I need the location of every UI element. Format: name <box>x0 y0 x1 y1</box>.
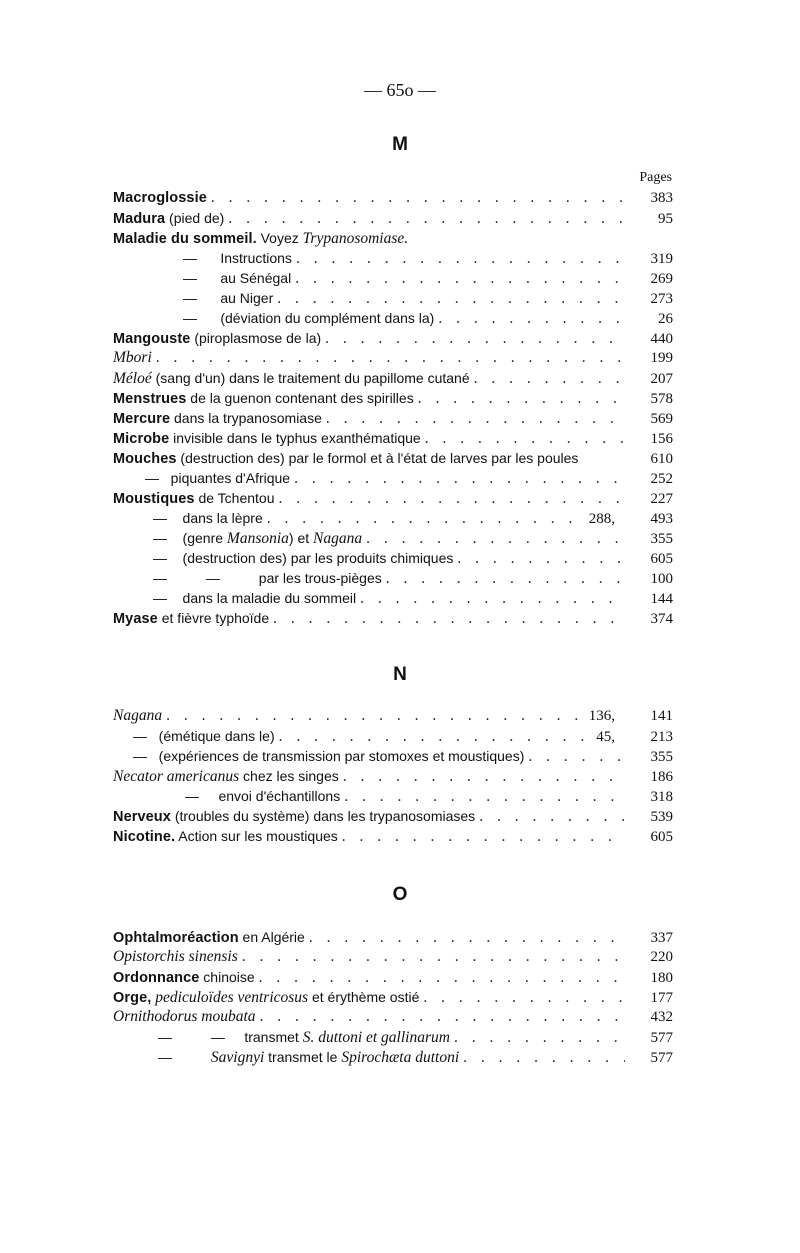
entry-page-number: 26 <box>658 311 673 327</box>
entry-page-number: 605 <box>650 551 673 567</box>
leader-dots <box>325 329 625 349</box>
entry-term <box>113 468 290 489</box>
entry-term-part: (destruction des) par le formol et à l'état de larves par les poules <box>176 450 579 466</box>
index-entry <box>113 786 673 806</box>
leader-dots <box>474 369 625 389</box>
leader-dots <box>418 389 625 409</box>
entry-page-number: 337 <box>650 930 673 946</box>
entry-term-part: dans la lèpre <box>167 510 263 526</box>
index-entry <box>113 268 673 288</box>
section-letter-m: M <box>392 134 408 155</box>
leader-dots <box>277 289 625 309</box>
entry-term <box>113 188 207 208</box>
entry-term <box>113 588 356 609</box>
index-entry <box>113 428 673 448</box>
entry-page-number: 95 <box>658 211 673 227</box>
entry-term-part: Madura <box>113 211 166 227</box>
entry-page-number: 355 <box>650 749 673 765</box>
index-entry <box>113 308 673 328</box>
entry-page-number: 610 <box>650 451 673 467</box>
entry-term-part: chinoise <box>199 969 255 985</box>
entry-term-part: — par les trous-pièges <box>167 570 382 586</box>
entry-term-part: — <box>153 590 167 606</box>
entry-term-part: Mbori <box>113 349 152 366</box>
entry-term-part: invisible dans le typhus exanthématique <box>169 430 421 446</box>
entry-term <box>113 726 275 747</box>
entry-term-part: Instructions <box>197 250 292 266</box>
index-entry <box>113 188 673 208</box>
entry-term <box>113 987 419 1008</box>
entry-term-part: Opistorchis sinensis <box>113 948 238 965</box>
entry-term <box>113 448 578 469</box>
index-entry <box>113 826 673 846</box>
entry-term <box>113 806 475 827</box>
entry-term-part: Microbe <box>113 431 170 447</box>
entry-term <box>113 706 162 726</box>
entry-term <box>113 428 421 449</box>
entry-term-part: piquantes d'Afrique <box>159 470 291 486</box>
index-entry <box>113 947 673 967</box>
entry-page-number: 220 <box>650 949 673 965</box>
entry-term-part: Necator americanus <box>113 768 240 785</box>
leader-dots <box>342 827 625 847</box>
leader-dots <box>228 209 625 229</box>
entry-term-part: Menstrues <box>113 391 187 407</box>
index-entry <box>113 368 673 388</box>
entry-term <box>113 766 339 787</box>
entry-term <box>113 1047 459 1068</box>
entry-term <box>113 548 453 569</box>
entry-page-number: 199 <box>650 350 673 366</box>
entry-term <box>113 348 152 368</box>
entry-term <box>113 608 269 629</box>
entry-term-part: Myase <box>113 611 158 627</box>
entry-term-part: (troubles du système) dans les trypanosomiases <box>170 808 476 824</box>
entry-term-part: Trypanosomiase. <box>302 230 409 247</box>
index-entry <box>113 388 673 408</box>
leader-dots <box>309 928 625 948</box>
leader-dots <box>273 609 625 629</box>
leader-dots <box>166 706 585 726</box>
pages-column-header: Pages <box>639 170 672 185</box>
entry-term-part: Mercure <box>113 411 171 427</box>
entry-term-part: — transmet <box>172 1029 303 1045</box>
index-entry <box>113 208 673 228</box>
leader-dots <box>242 947 625 967</box>
index-entry <box>113 1027 673 1047</box>
entry-page-number: 319 <box>650 251 673 267</box>
entry-page-number: 252 <box>650 471 673 487</box>
entry-term-part: (sang d'un) dans le traitement du papillome cutané <box>151 370 470 386</box>
entry-term-part: Nerveux <box>113 809 171 825</box>
entry-term <box>113 228 408 249</box>
leader-dots <box>267 509 585 529</box>
entry-term <box>113 967 255 988</box>
entry-term-part: — <box>183 290 197 306</box>
entry-term-part: en Algérie <box>238 929 305 945</box>
entry-extra-page: 45, <box>596 729 615 745</box>
leader-dots <box>156 348 625 368</box>
entry-term-part: et fièvre typhoïde <box>157 610 270 626</box>
entry-term <box>113 508 263 529</box>
entry-extra-page: 288, <box>588 511 615 527</box>
entry-page-number: 383 <box>650 190 673 206</box>
entry-term <box>113 528 362 549</box>
leader-dots <box>295 269 625 289</box>
entry-term <box>113 248 292 269</box>
entry-page-number: 180 <box>650 970 673 986</box>
leader-dots <box>425 429 625 449</box>
entry-term-part: — <box>183 270 197 286</box>
index-entry <box>113 967 673 987</box>
leader-dots <box>360 589 625 609</box>
index-entry <box>113 528 673 548</box>
entry-term-part: et érythème ostié <box>308 989 420 1005</box>
leader-dots <box>326 409 625 429</box>
entry-term-part: (piroplasmose de la) <box>190 330 322 346</box>
entry-term <box>113 408 322 429</box>
entry-page-number: 141 <box>650 708 673 724</box>
entry-page-number: 577 <box>650 1030 673 1046</box>
entry-term-part: Spirochæta duttoni <box>341 1049 460 1066</box>
entry-term <box>113 1007 256 1027</box>
entry-term-part: (destruction des) par les produits chimiques <box>167 550 454 566</box>
entry-term <box>113 826 338 847</box>
entry-page-number: 432 <box>650 1009 673 1025</box>
index-entry <box>113 548 673 568</box>
leader-dots <box>463 1048 625 1068</box>
entry-term-part: Ophtalmoréaction <box>113 930 239 946</box>
entry-page-number: 318 <box>650 789 673 805</box>
index-section-n <box>113 706 673 846</box>
index-entry <box>113 588 673 608</box>
entry-term <box>113 388 414 409</box>
section-letter-n: N <box>393 664 407 685</box>
entry-page-number: 207 <box>650 371 673 387</box>
leader-dots <box>528 747 625 767</box>
entry-term-part: S. duttoni et gallinarum <box>302 1029 450 1046</box>
index-entry <box>113 927 673 947</box>
index-entry <box>113 806 673 826</box>
leader-dots <box>294 469 625 489</box>
entry-page-number: 269 <box>650 271 673 287</box>
entry-term-part: dans la maladie du sommeil <box>167 590 357 606</box>
entry-term-part: au Sénégal <box>197 270 292 286</box>
entry-term-part: Mansonia <box>226 530 289 547</box>
leader-dots <box>278 489 625 509</box>
leader-dots <box>366 529 625 549</box>
index-entry <box>113 408 673 428</box>
entry-term <box>113 786 340 807</box>
entry-term-part: dans la trypanosomiase <box>170 410 322 426</box>
entry-term-part: ) et <box>288 530 314 546</box>
entry-page-number: 273 <box>650 291 673 307</box>
leader-dots <box>457 549 625 569</box>
index-entry <box>113 987 673 1007</box>
index-entry <box>113 1047 673 1067</box>
entry-term <box>113 208 224 229</box>
entry-page-number: 539 <box>650 809 673 825</box>
entry-term <box>113 568 382 589</box>
entry-term <box>113 947 238 967</box>
entry-term-part: — <box>153 510 167 526</box>
entry-term-part: Savignyi <box>210 1049 265 1066</box>
entry-term-part: chez les singes <box>239 768 339 784</box>
entry-term-part: Mouches <box>113 451 177 467</box>
index-entry <box>113 726 673 746</box>
entry-term-part <box>172 1049 211 1065</box>
leader-dots <box>260 1007 625 1027</box>
entry-term <box>113 268 291 289</box>
entry-page-number: 213 <box>650 729 673 745</box>
entry-page-number: 227 <box>650 491 673 507</box>
entry-term-part: Maladie du sommeil. <box>113 231 257 247</box>
entry-term-part: Nicotine. <box>113 829 176 845</box>
index-entry <box>113 348 673 368</box>
entry-page-number: 374 <box>650 611 673 627</box>
entry-term <box>113 288 273 309</box>
index-section-o <box>113 927 673 1067</box>
entry-page-number: 577 <box>650 1050 673 1066</box>
index-entry <box>113 288 673 308</box>
leader-dots <box>479 807 625 827</box>
entry-term-part: (pied de) <box>165 210 225 226</box>
entry-page-number: 156 <box>650 431 673 447</box>
index-entry <box>113 1007 673 1027</box>
entry-page-number: 578 <box>650 391 673 407</box>
entry-term-part: de Tchentou <box>194 490 275 506</box>
entry-page-number: 177 <box>650 990 673 1006</box>
index-entry <box>113 746 673 766</box>
leader-dots <box>279 727 593 747</box>
entry-term <box>113 308 434 329</box>
entry-term-part: — <box>153 530 167 546</box>
entry-term-part: transmet le <box>264 1049 342 1065</box>
entry-term-part: — <box>158 1029 172 1045</box>
entry-extra-page: 136, <box>588 708 615 724</box>
entry-term-part: Nagana <box>313 530 363 547</box>
entry-term-part: Méloé <box>113 370 152 387</box>
entry-term-part: Action sur les moustiques <box>175 828 338 844</box>
entry-term <box>113 328 321 349</box>
entry-term-part: pediculoïdes ventricosus <box>155 989 309 1006</box>
entry-term-part: — <box>153 570 167 586</box>
entry-term-part: Ornithodorus moubata <box>113 1008 256 1025</box>
entry-term-part: — <box>133 748 147 764</box>
index-entry <box>113 766 673 786</box>
entry-term-part: — <box>158 1049 172 1065</box>
entry-term-part: Voyez <box>256 230 303 246</box>
entry-term <box>113 488 274 509</box>
entry-term-part: — <box>133 728 147 744</box>
leader-dots <box>343 767 625 787</box>
entry-term-part: Macroglossie <box>113 190 207 206</box>
index-entry <box>113 568 673 588</box>
entry-term-part: — <box>183 310 197 326</box>
index-entry <box>113 448 673 468</box>
page-number: — 65o — <box>364 80 436 100</box>
entry-term-part: (genre <box>167 530 227 546</box>
entry-term <box>113 927 305 948</box>
leader-dots <box>454 1028 625 1048</box>
entry-term-part: au Niger <box>197 290 274 306</box>
entry-page-number: 355 <box>650 531 673 547</box>
entry-term-part: de la guenon contenant des spirilles <box>186 390 414 406</box>
leader-dots <box>423 988 625 1008</box>
entry-term <box>113 1027 450 1048</box>
entry-term-part: Mangouste <box>113 331 191 347</box>
entry-page-number: 440 <box>650 331 673 347</box>
leader-dots <box>259 968 625 988</box>
index-entry <box>113 608 673 628</box>
entry-term-part: envoi d'échantillons <box>199 788 341 804</box>
entry-term-part: — <box>145 470 159 486</box>
index-entry <box>113 468 673 488</box>
leader-dots <box>386 569 625 589</box>
section-letter-o: O <box>392 884 408 905</box>
index-entry <box>113 488 673 508</box>
leader-dots <box>438 309 625 329</box>
entry-term-part: — <box>153 550 167 566</box>
entry-term <box>113 368 470 389</box>
entry-term-part: Ordonnance <box>113 970 200 986</box>
entry-page-number: 100 <box>650 571 673 587</box>
index-section-m <box>113 188 673 628</box>
entry-term-part: Nagana <box>113 707 163 724</box>
index-entry <box>113 228 673 248</box>
entry-page-number: 605 <box>650 829 673 845</box>
leader-dots <box>344 787 625 807</box>
entry-page-number: 186 <box>650 769 673 785</box>
entry-page-number: 569 <box>650 411 673 427</box>
index-entry <box>113 328 673 348</box>
index-entry <box>113 706 673 726</box>
entry-term-part: — <box>183 250 197 266</box>
leader-dots <box>211 188 625 208</box>
entry-term-part: — <box>185 788 199 804</box>
entry-page-number: 144 <box>650 591 673 607</box>
entry-term-part: (déviation du complément dans la) <box>197 310 435 326</box>
index-entry <box>113 248 673 268</box>
leader-dots <box>296 249 625 269</box>
entry-term-part: (expériences de transmission par stomoxes et moustiques) <box>147 748 525 764</box>
entry-term-part: Orge, <box>113 990 152 1006</box>
entry-term-part: Moustiques <box>113 491 195 507</box>
index-entry <box>113 508 673 528</box>
entry-term <box>113 746 524 767</box>
entry-term-part: (émétique dans le) <box>147 728 275 744</box>
entry-page-number: 493 <box>650 511 673 527</box>
